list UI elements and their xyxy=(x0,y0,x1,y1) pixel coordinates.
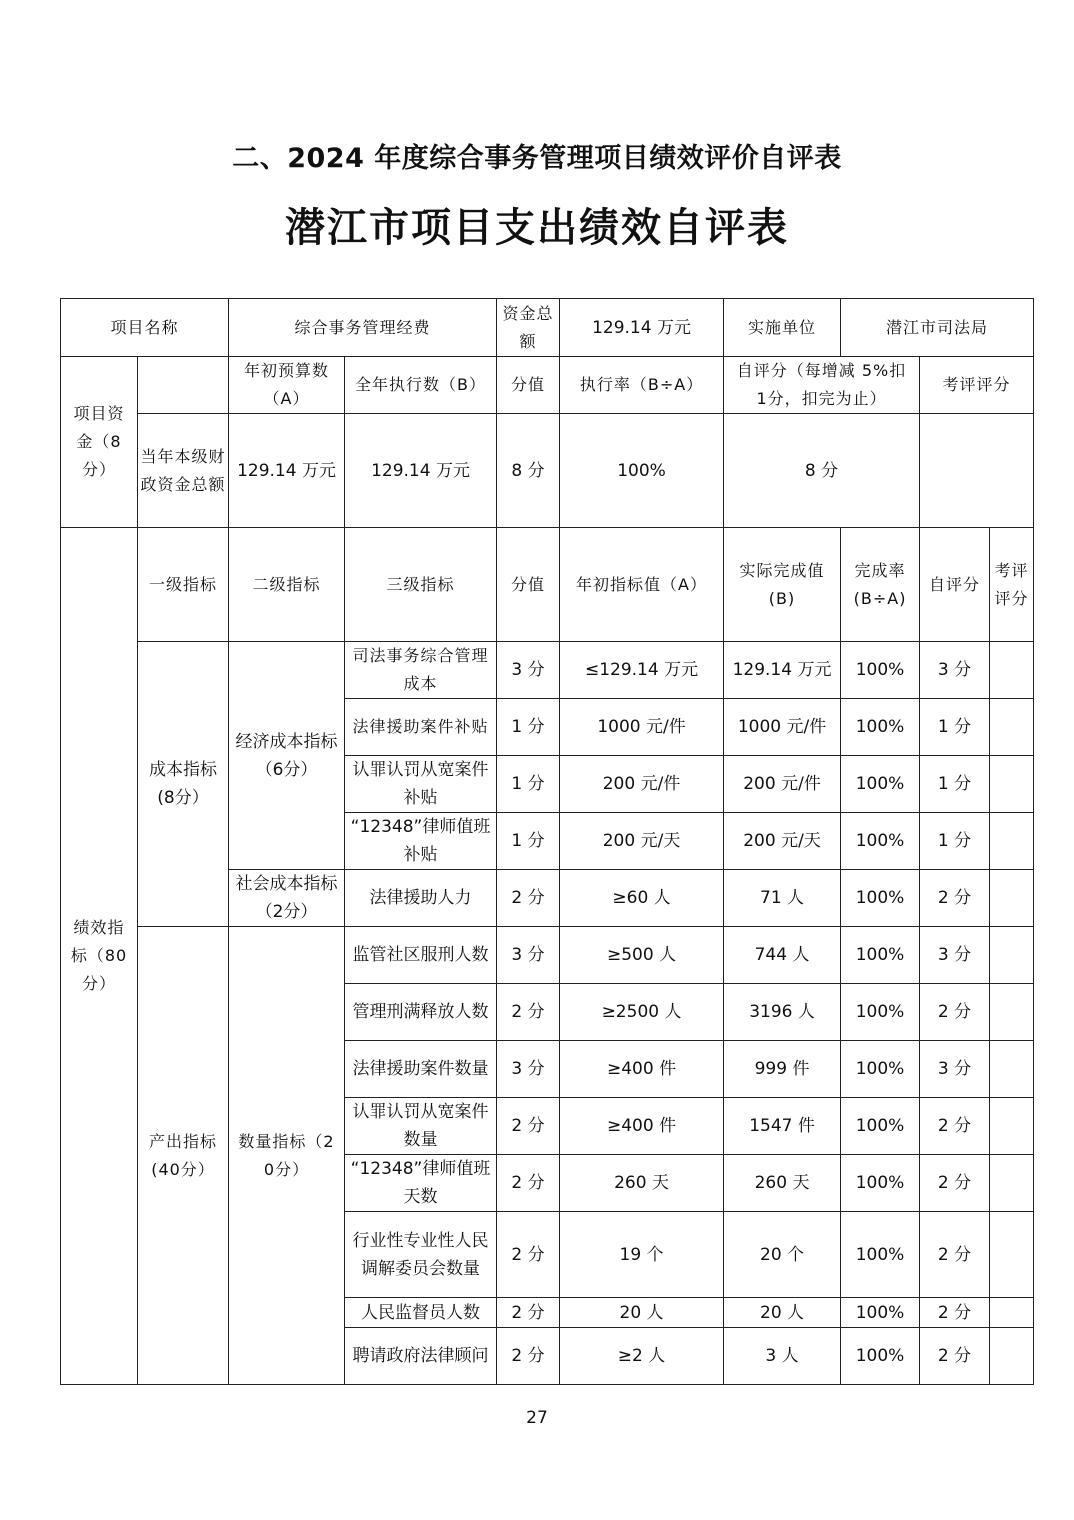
indicator-actual: 260 天 xyxy=(724,1155,841,1212)
funds-blank-cell xyxy=(138,357,229,414)
indicator-self: 2 分 xyxy=(920,1098,990,1155)
indicator-name: 法律援助案件数量 xyxy=(345,1041,497,1098)
indicator-self: 1 分 xyxy=(920,756,990,813)
indicator-self: 1 分 xyxy=(920,813,990,870)
indicator-review xyxy=(990,1041,1034,1098)
fund-total: 129.14 万元 xyxy=(560,299,724,357)
indicator-self: 1 分 xyxy=(920,699,990,756)
table-row xyxy=(61,642,1034,699)
indicator-name: 认罪认罚从宽案件数量 xyxy=(345,1098,497,1155)
indicator-review xyxy=(990,1212,1034,1298)
funds-header-review: 考评评分 xyxy=(920,357,1034,414)
funds-row-review xyxy=(920,414,1034,528)
indicator-name: 法律援助人力 xyxy=(345,870,497,927)
funds-row-budget: 129.14 万元 xyxy=(229,414,345,528)
funds-header-self-score: 自评分（每增减 5%扣 1分，扣完为止） xyxy=(724,357,920,414)
indicator-score: 2 分 xyxy=(497,984,560,1041)
project-name: 综合事务管理经费 xyxy=(229,299,497,357)
header-level1: 一级指标 xyxy=(138,528,229,642)
performance-header-row xyxy=(61,528,1034,642)
indicator-score: 2 分 xyxy=(497,1098,560,1155)
indicator-self: 2 分 xyxy=(920,1298,990,1328)
indicator-target: 260 天 xyxy=(560,1155,724,1212)
indicator-target: ≥2500 人 xyxy=(560,984,724,1041)
header-target: 年初指标值（A） xyxy=(560,528,724,642)
funds-row-label: 当年本级财政资金总额 xyxy=(138,414,229,528)
funds-header-executed: 全年执行数（B） xyxy=(345,357,497,414)
indicator-actual: 20 人 xyxy=(724,1298,841,1328)
indicator-self: 3 分 xyxy=(920,1041,990,1098)
indicator-target: ≥400 件 xyxy=(560,1041,724,1098)
header-self: 自评分 xyxy=(920,528,990,642)
indicator-review xyxy=(990,642,1034,699)
indicator-target: ≥500 人 xyxy=(560,927,724,984)
performance-section-label: 绩效指标（80分） xyxy=(61,528,138,1385)
indicator-review xyxy=(990,699,1034,756)
indicator-actual: 200 元/天 xyxy=(724,813,841,870)
indicator-name: 认罪认罚从宽案件补贴 xyxy=(345,756,497,813)
indicator-name: 司法事务综合管理成本 xyxy=(345,642,497,699)
project-name-label: 项目名称 xyxy=(61,299,229,357)
indicator-rate: 100% xyxy=(841,870,920,927)
indicator-actual: 744 人 xyxy=(724,927,841,984)
indicator-target: 1000 元/件 xyxy=(560,699,724,756)
indicator-score: 2 分 xyxy=(497,870,560,927)
level2-economic-cost: 经济成本指标（6分） xyxy=(229,642,345,870)
indicator-score: 2 分 xyxy=(497,1212,560,1298)
indicator-score: 3 分 xyxy=(497,1041,560,1098)
level1-cost: 成本指标(8分） xyxy=(138,642,229,927)
indicator-rate: 100% xyxy=(841,756,920,813)
indicator-rate: 100% xyxy=(841,699,920,756)
indicator-actual: 200 元/件 xyxy=(724,756,841,813)
indicator-rate: 100% xyxy=(841,1098,920,1155)
indicator-score: 1 分 xyxy=(497,756,560,813)
indicator-target: 200 元/件 xyxy=(560,756,724,813)
funds-row-rate: 100% xyxy=(560,414,724,528)
fund-total-label: 资金总额 xyxy=(497,299,560,357)
indicator-actual: 999 件 xyxy=(724,1041,841,1098)
table-title: 潜江市项目支出绩效自评表 xyxy=(285,204,789,251)
indicator-self: 2 分 xyxy=(920,1155,990,1212)
indicator-target: ≥2 人 xyxy=(560,1328,724,1385)
page-number: 27 xyxy=(526,1408,548,1428)
indicator-target: 20 人 xyxy=(560,1298,724,1328)
indicator-actual: 3 人 xyxy=(724,1328,841,1385)
table-row xyxy=(61,927,1034,984)
indicator-score: 2 分 xyxy=(497,1328,560,1385)
level2-social-cost: 社会成本指标（2分） xyxy=(229,870,345,927)
indicator-score: 2 分 xyxy=(497,1298,560,1328)
indicator-review xyxy=(990,1098,1034,1155)
header-review: 考评评分 xyxy=(990,528,1034,642)
indicator-review xyxy=(990,1298,1034,1328)
unit-name: 潜江市司法局 xyxy=(841,299,1034,357)
indicator-review xyxy=(990,927,1034,984)
self-evaluation-table xyxy=(60,298,1034,1385)
indicator-review xyxy=(990,1328,1034,1385)
indicator-actual: 71 人 xyxy=(724,870,841,927)
header-level2: 二级指标 xyxy=(229,528,345,642)
indicator-self: 3 分 xyxy=(920,642,990,699)
funds-row-score: 8 分 xyxy=(497,414,560,528)
indicator-self: 2 分 xyxy=(920,984,990,1041)
indicator-rate: 100% xyxy=(841,927,920,984)
level2-quantity: 数量指标（20分） xyxy=(229,927,345,1385)
indicator-self: 2 分 xyxy=(920,870,990,927)
indicator-actual: 1000 元/件 xyxy=(724,699,841,756)
indicator-score: 1 分 xyxy=(497,699,560,756)
indicator-review xyxy=(990,870,1034,927)
indicator-score: 2 分 xyxy=(497,1155,560,1212)
funds-header-row xyxy=(61,357,1034,414)
level1-output: 产出指标(40分） xyxy=(138,927,229,1385)
unit-label: 实施单位 xyxy=(724,299,841,357)
indicator-self: 2 分 xyxy=(920,1328,990,1385)
indicator-rate: 100% xyxy=(841,1041,920,1098)
indicator-name: 人民监督员人数 xyxy=(345,1298,497,1328)
header-rate: 完成率(B÷A) xyxy=(841,528,920,642)
indicator-rate: 100% xyxy=(841,1155,920,1212)
indicator-rate: 100% xyxy=(841,1212,920,1298)
section-title: 二、2024 年度综合事务管理项目绩效评价自评表 xyxy=(232,143,842,174)
funds-section-label: 项目资金（8分） xyxy=(61,357,138,528)
indicator-rate: 100% xyxy=(841,1298,920,1328)
indicator-actual: 1547 件 xyxy=(724,1098,841,1155)
indicator-name: 聘请政府法律顾问 xyxy=(345,1328,497,1385)
indicator-review xyxy=(990,756,1034,813)
indicator-name: 法律援助案件补贴 xyxy=(345,699,497,756)
indicator-name: “12348”律师值班补贴 xyxy=(345,813,497,870)
indicator-review xyxy=(990,1155,1034,1212)
funds-header-rate: 执行率（B÷A） xyxy=(560,357,724,414)
indicator-target: 200 元/天 xyxy=(560,813,724,870)
indicator-score: 3 分 xyxy=(497,927,560,984)
indicator-score: 1 分 xyxy=(497,813,560,870)
indicator-self: 3 分 xyxy=(920,927,990,984)
header-actual: 实际完成值(B) xyxy=(724,528,841,642)
indicator-name: “12348”律师值班天数 xyxy=(345,1155,497,1212)
project-info-row xyxy=(61,299,1034,357)
indicator-target: ≥400 件 xyxy=(560,1098,724,1155)
funds-data-row xyxy=(61,414,1034,528)
header-level3: 三级指标 xyxy=(345,528,497,642)
indicator-score: 3 分 xyxy=(497,642,560,699)
header-score: 分值 xyxy=(497,528,560,642)
indicator-review xyxy=(990,813,1034,870)
indicator-name: 管理刑满释放人数 xyxy=(345,984,497,1041)
indicator-target: 19 个 xyxy=(560,1212,724,1298)
indicator-review xyxy=(990,984,1034,1041)
indicator-rate: 100% xyxy=(841,1328,920,1385)
funds-row-self-score: 8 分 xyxy=(724,414,920,528)
funds-row-executed: 129.14 万元 xyxy=(345,414,497,528)
funds-header-budget: 年初预算数（A） xyxy=(229,357,345,414)
indicator-rate: 100% xyxy=(841,813,920,870)
indicator-name: 行业性专业性人民调解委员会数量 xyxy=(345,1212,497,1298)
indicator-actual: 129.14 万元 xyxy=(724,642,841,699)
indicator-target: ≥60 人 xyxy=(560,870,724,927)
indicator-rate: 100% xyxy=(841,642,920,699)
indicator-name: 监管社区服刑人数 xyxy=(345,927,497,984)
funds-header-score: 分值 xyxy=(497,357,560,414)
indicator-rate: 100% xyxy=(841,984,920,1041)
indicator-self: 2 分 xyxy=(920,1212,990,1298)
indicator-actual: 20 个 xyxy=(724,1212,841,1298)
indicator-target: ≤129.14 万元 xyxy=(560,642,724,699)
indicator-actual: 3196 人 xyxy=(724,984,841,1041)
